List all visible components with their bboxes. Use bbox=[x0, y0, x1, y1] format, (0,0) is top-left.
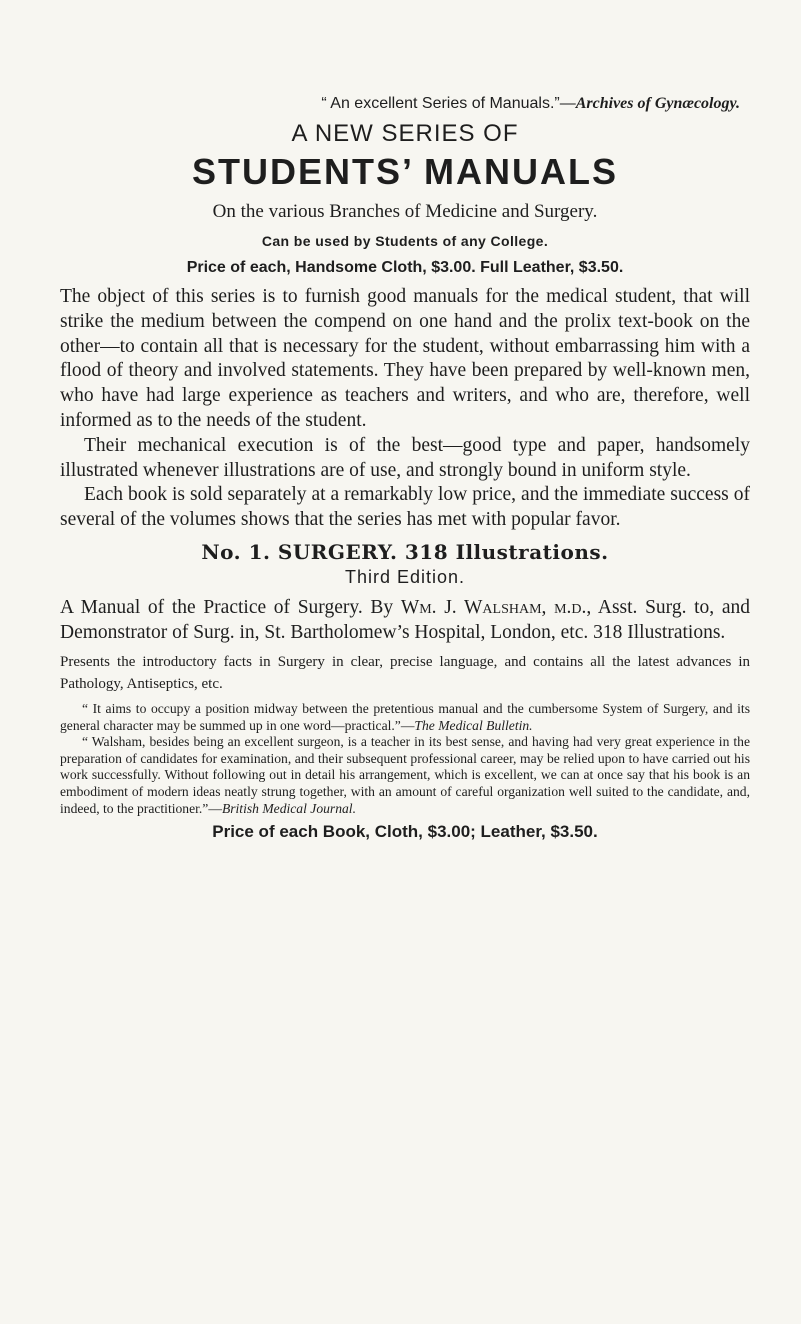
series-note: Can be used by Students of any College. bbox=[261, 233, 549, 249]
epigraph bbox=[60, 95, 750, 113]
review-source: The Medical Bulletin. bbox=[414, 717, 533, 733]
entry-heading: No. 1. SURGERY. 318 Illustrations. bbox=[201, 539, 609, 564]
entry-description bbox=[60, 595, 750, 645]
entry-edition: Third Edition. bbox=[344, 566, 466, 587]
review-quote bbox=[60, 734, 750, 817]
intro-text bbox=[60, 285, 750, 533]
entry-desc-before: A Manual of the Practice of Surgery. By bbox=[60, 596, 401, 618]
intro-paragraph: The object of this series is to furnish good manuals for the medical student, that will strike the medium between the compend on one hand and the prolix text-book on the other—to contain all that is necessary for the student, without embarrassing him with a flood of theory and involved statements. They have been prepared by well-known men, who have had large experience as teachers and writers, and who are, therefore, well informed as to the needs of the student. bbox=[60, 286, 750, 431]
series-subtitle: On the various Branches of Medicine and Surgery. bbox=[212, 201, 598, 222]
epigraph-quote: “ An excellent Series of Manuals.”— bbox=[321, 95, 576, 112]
epigraph-source: Archives of Gynæcology. bbox=[575, 95, 740, 112]
reviews bbox=[60, 701, 750, 817]
series-price: Price of each, Handsome Cloth, $3.00. Full Leather, $3.50. bbox=[186, 259, 624, 276]
intro-paragraph: Their mechanical execution is of the best—good type and paper, handsomely illustrated whenever illustrations are of use, and strongly bound in uniform style. bbox=[60, 434, 750, 481]
review-source: British Medical Journal. bbox=[221, 800, 356, 816]
review-text: “ Walsham, besides being an excellent surgeon, is a teacher in its best sense, and having had very great experience in the preparation of candidates for examination, and their subsequent professional career, may be relied upon to have carried out his work successfully. Without following out in detail his arrangement, which is excellent, we can at once say that his book is an embodiment of modern ideas neatly strung together, with an amount of careful organization well suited to the candidate, and, indeed, to the practitioner.”— bbox=[60, 734, 750, 816]
entry-desc-after: , Asst. Surg. to, and Demonstrator of Surg. in, St. Bartholomew’s Hospital, London, etc. 318 Illustrations. bbox=[60, 596, 750, 643]
intro-paragraph: Each book is sold separately at a remarkably low price, and the immediate success of several of the volumes shows that the series has met with popular favor. bbox=[60, 484, 750, 531]
entry-price: Price of each Book, Cloth, $3.00; Leather, $3.50. bbox=[212, 822, 598, 842]
entry-author: Wm. J. Walsham, m.d. bbox=[400, 596, 587, 618]
review-quote bbox=[60, 701, 750, 734]
series-title: STUDENTS’ MANUALS bbox=[191, 151, 618, 192]
catalog-page bbox=[60, 95, 750, 843]
review-text: “ It aims to occupy a position midway between the pretentious manual and the cumbersome System of Surgery, and its general character may be summed up in one word—practical.”— bbox=[60, 700, 750, 733]
series-line: A NEW SERIES OF bbox=[291, 120, 519, 147]
entry-presents: Presents the introductory facts in Surgery in clear, precise language, and contains all the latest advances in Pathology, Antiseptics, etc. bbox=[60, 653, 750, 692]
